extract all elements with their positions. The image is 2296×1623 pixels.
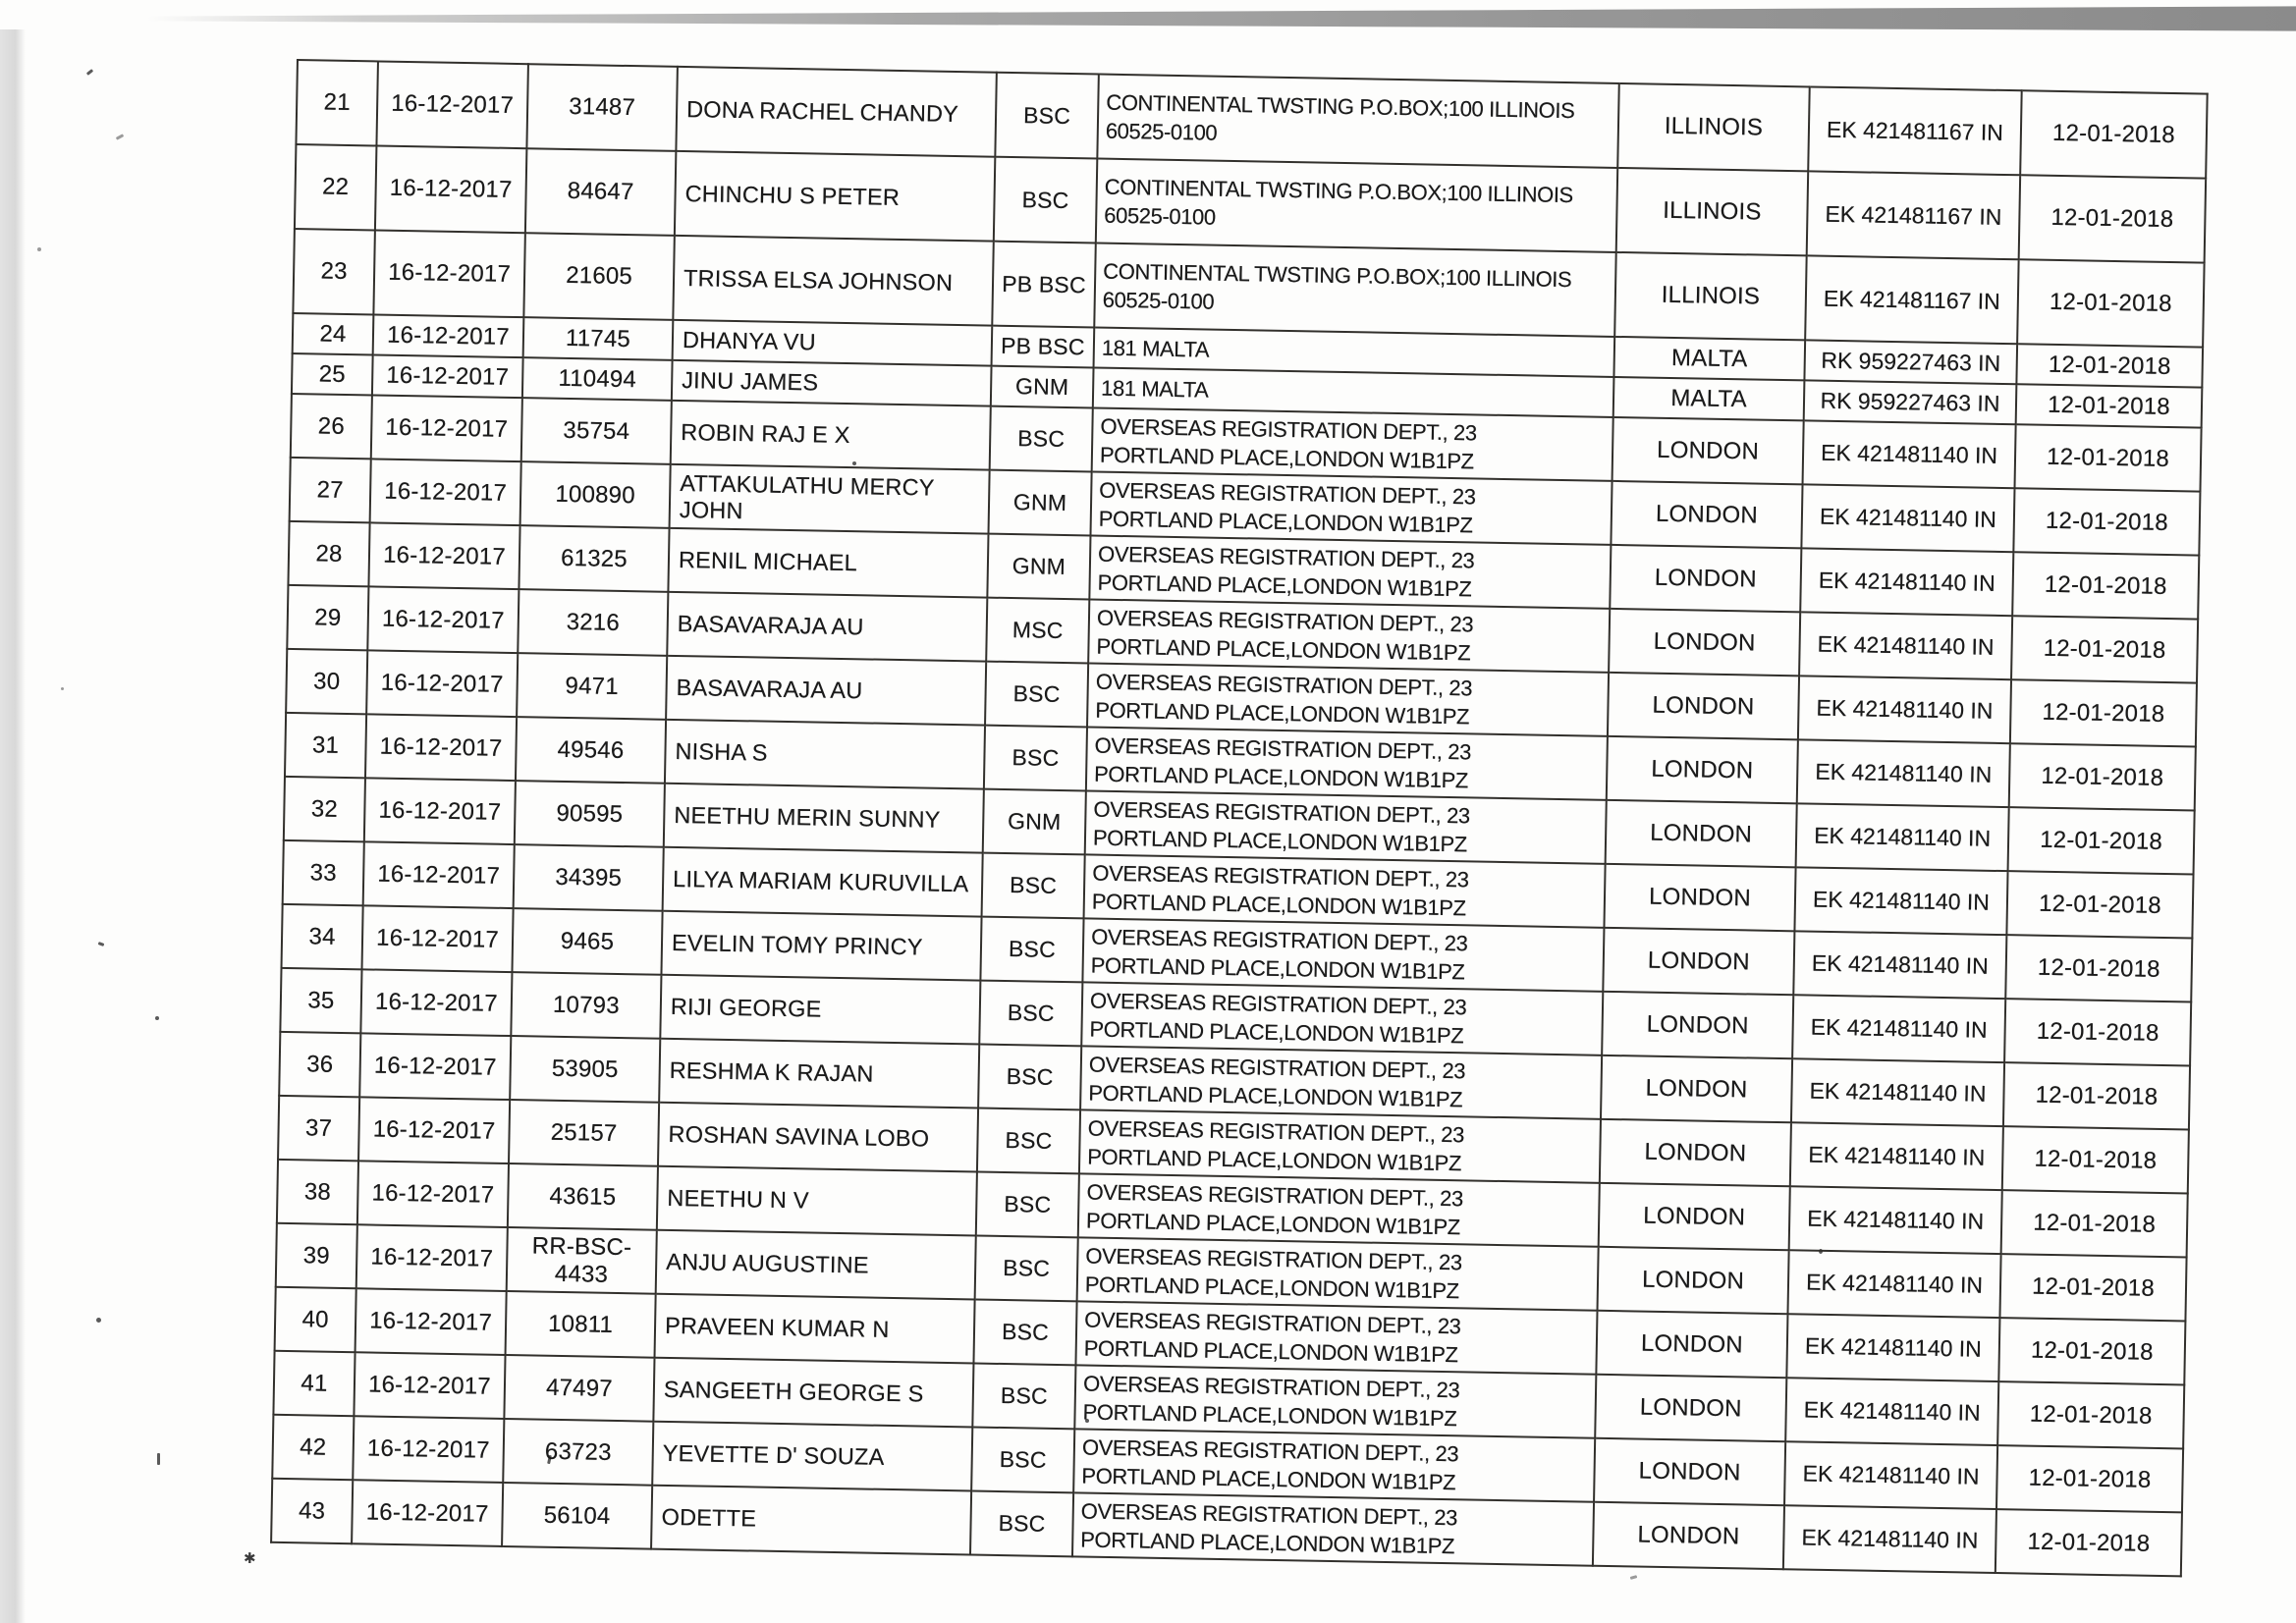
cell-register-no: 56104	[502, 1483, 652, 1549]
cell-address: OVERSEAS REGISTRATION DEPT., 23 PORTLAND PLACE,LONDON W1B1PZ	[1088, 599, 1610, 672]
cell-city: LONDON	[1602, 992, 1793, 1058]
cell-consignment-no: EK 421481140 IN	[1794, 867, 2007, 935]
scan-speck	[116, 134, 124, 139]
cell-register-no: 61325	[519, 525, 669, 592]
cell-dispatch-date: 12-01-2018	[2020, 90, 2208, 178]
cell-dispatch-date: 12-01-2018	[2008, 807, 2195, 874]
scan-speck	[37, 247, 41, 251]
scan-speck	[96, 1318, 101, 1323]
cell-dispatch-date: 12-01-2018	[2010, 679, 2197, 746]
cell-date: 16-12-2017	[357, 1161, 509, 1227]
cell-address: OVERSEAS REGISTRATION DEPT., 23 PORTLAND PLACE,LONDON W1B1PZ	[1074, 1365, 1596, 1437]
cell-consignment-no: EK 421481140 IN	[1785, 1378, 1998, 1445]
cell-city: LONDON	[1603, 928, 1794, 995]
cell-serial-no: 35	[280, 968, 361, 1033]
cell-dispatch-date: 12-01-2018	[1995, 1509, 2182, 1576]
cell-dispatch-date: 12-01-2018	[2013, 488, 2200, 555]
cell-name: DHANYA VU	[673, 320, 993, 366]
cell-address: OVERSEAS REGISTRATION DEPT., 23 PORTLAND PLACE,LONDON W1B1PZ	[1084, 854, 1606, 927]
scan-speck	[1630, 1575, 1638, 1580]
cell-date: 16-12-2017	[363, 841, 515, 908]
scan-artifact-top-band	[147, 4, 2296, 33]
scan-artifact-left-strip	[0, 29, 26, 1623]
cell-qualification: BSC	[977, 1109, 1080, 1174]
cell-name: CHINCHU S PETER	[675, 151, 995, 242]
cell-qualification: GNM	[983, 789, 1086, 855]
cell-serial-no: 40	[275, 1287, 356, 1352]
cell-qualification: PB BSC	[992, 326, 1095, 368]
cell-date: 16-12-2017	[376, 61, 528, 148]
cell-qualification: BSC	[970, 1490, 1073, 1556]
cell-qualification: GNM	[991, 366, 1094, 408]
cell-qualification: BSC	[982, 853, 1085, 919]
cell-consignment-no: EK 421481140 IN	[1797, 739, 2010, 807]
cell-address: OVERSEAS REGISTRATION DEPT., 23 PORTLAND PLACE,LONDON W1B1PZ	[1090, 471, 1612, 544]
cell-qualification: BSC	[990, 406, 1093, 472]
cell-qualification: BSC	[973, 1299, 1076, 1365]
cell-address: OVERSEAS REGISTRATION DEPT., 23 PORTLAND PLACE,LONDON W1B1PZ	[1078, 1173, 1600, 1246]
cell-date: 16-12-2017	[375, 145, 527, 233]
cell-consignment-no: EK 421481140 IN	[1801, 484, 2014, 552]
cell-city: LONDON	[1609, 609, 1800, 676]
cell-consignment-no: EK 421481140 IN	[1787, 1250, 2000, 1318]
cell-register-no: 10793	[511, 972, 661, 1039]
cell-consignment-no: EK 421481140 IN	[1786, 1314, 1999, 1381]
scan-speck	[86, 69, 93, 76]
cell-consignment-no: EK 421481140 IN	[1790, 1122, 2003, 1190]
cell-consignment-no: EK 421481140 IN	[1791, 1058, 2004, 1126]
cell-serial-no: 37	[278, 1096, 359, 1161]
cell-date: 16-12-2017	[373, 314, 524, 357]
cell-address: CONTINENTAL TWSTING P.O.BOX;100 ILLINOIS 60525-0100	[1094, 243, 1615, 337]
cell-qualification: BSC	[979, 981, 1082, 1047]
cell-city: LONDON	[1593, 1502, 1784, 1569]
cell-city: ILLINOIS	[1616, 168, 1809, 255]
cell-name: ATTAKULATHU MERCY JOHN	[670, 464, 990, 534]
cell-dispatch-date: 12-01-2018	[1998, 1318, 2185, 1384]
cell-name: JINU JAMES	[672, 360, 992, 406]
cell-consignment-no: EK 421481140 IN	[1796, 803, 2009, 871]
cell-register-no: 9471	[517, 653, 667, 720]
cell-consignment-no: RK 959227463 IN	[1804, 380, 2017, 424]
cell-dispatch-date: 12-01-2018	[2001, 1190, 2188, 1257]
scan-speck	[155, 1016, 159, 1020]
cell-city: LONDON	[1611, 481, 1802, 548]
cell-serial-no: 36	[279, 1032, 360, 1097]
cell-date: 16-12-2017	[354, 1352, 505, 1419]
cell-qualification: GNM	[987, 534, 1090, 600]
cell-serial-no: 31	[285, 713, 366, 778]
cell-register-no: 90595	[515, 781, 665, 847]
cell-name: RIJI GEORGE	[660, 975, 980, 1045]
cell-date: 16-12-2017	[359, 1033, 511, 1100]
cell-serial-no: 29	[287, 585, 368, 650]
cell-address: 181 MALTA	[1094, 328, 1615, 377]
cell-name: PRAVEEN KUMAR N	[655, 1294, 975, 1364]
cell-qualification: GNM	[989, 470, 1092, 536]
cell-register-no: RR-BSC-4433	[507, 1227, 657, 1294]
cell-address: OVERSEAS REGISTRATION DEPT., 23 PORTLAND PLACE,LONDON W1B1PZ	[1089, 535, 1611, 608]
cell-address: OVERSEAS REGISTRATION DEPT., 23 PORTLAND PLACE,LONDON W1B1PZ	[1087, 663, 1609, 735]
cell-dispatch-date: 12-01-2018	[2017, 259, 2205, 347]
cell-name: BASAVARAJA AU	[667, 592, 987, 662]
cell-serial-no: 39	[276, 1223, 357, 1288]
cell-city: LONDON	[1606, 800, 1797, 867]
cell-register-no: 34395	[514, 844, 664, 911]
cell-qualification: BSC	[994, 157, 1098, 243]
cell-name: DONA RACHEL CHANDY	[676, 67, 996, 157]
cell-dispatch-date: 12-01-2018	[2011, 616, 2198, 682]
cell-address: OVERSEAS REGISTRATION DEPT., 23 PORTLAND PLACE,LONDON W1B1PZ	[1077, 1237, 1599, 1310]
cell-consignment-no: EK 421481140 IN	[1800, 548, 2013, 616]
cell-serial-no: 34	[282, 904, 363, 969]
cell-dispatch-date: 12-01-2018	[1999, 1254, 2186, 1321]
cell-consignment-no: RK 959227463 IN	[1804, 340, 2017, 384]
cell-qualification: BSC	[971, 1427, 1074, 1492]
cell-city: LONDON	[1595, 1375, 1786, 1441]
cell-city: LONDON	[1601, 1055, 1792, 1122]
cell-address: OVERSEAS REGISTRATION DEPT., 23 PORTLAND PLACE,LONDON W1B1PZ	[1085, 790, 1607, 863]
cell-dispatch-date: 12-01-2018	[2019, 175, 2207, 262]
cell-name: LILYA MARIAM KURUVILLA	[663, 847, 983, 917]
cell-qualification: BSC	[972, 1363, 1075, 1429]
cell-serial-no: 22	[295, 144, 377, 230]
registry-table-wrap	[270, 59, 2209, 1577]
cell-serial-no: 28	[288, 521, 369, 586]
cell-serial-no: 33	[283, 840, 364, 905]
scan-speck	[98, 942, 105, 947]
cell-address: 181 MALTA	[1093, 367, 1614, 416]
cell-name: RENIL MICHAEL	[668, 528, 988, 598]
cell-register-no: 35754	[521, 398, 672, 464]
cell-date: 16-12-2017	[355, 1288, 507, 1355]
cell-name: EVELIN TOMY PRINCY	[661, 911, 981, 981]
cell-date: 16-12-2017	[371, 395, 522, 461]
cell-city: LONDON	[1608, 673, 1799, 739]
cell-date: 16-12-2017	[365, 714, 517, 781]
cell-serial-no: 23	[293, 229, 375, 314]
cell-city: LONDON	[1607, 736, 1798, 803]
cell-serial-no: 25	[292, 353, 373, 395]
cell-name: NEETHU N V	[657, 1166, 977, 1236]
cell-date: 16-12-2017	[353, 1416, 504, 1483]
cell-address: OVERSEAS REGISTRATION DEPT., 23 PORTLAND PLACE,LONDON W1B1PZ	[1082, 918, 1604, 991]
cell-address: OVERSEAS REGISTRATION DEPT., 23 PORTLAND PLACE,LONDON W1B1PZ	[1072, 1492, 1594, 1565]
cell-date: 16-12-2017	[352, 1480, 503, 1546]
cell-consignment-no: EK 421481140 IN	[1792, 995, 2005, 1062]
cell-consignment-no: EK 421481140 IN	[1793, 931, 2006, 999]
cell-consignment-no: EK 421481140 IN	[1798, 676, 2011, 743]
cell-dispatch-date: 12-01-2018	[2016, 384, 2203, 427]
cell-dispatch-date: 12-01-2018	[1997, 1381, 2184, 1448]
cell-serial-no: 41	[273, 1351, 355, 1416]
cell-city: LONDON	[1598, 1247, 1789, 1314]
cell-consignment-no: EK 421481167 IN	[1805, 255, 2018, 344]
cell-qualification: BSC	[976, 1172, 1079, 1238]
cell-serial-no: 30	[286, 649, 367, 714]
cell-dispatch-date: 12-01-2018	[2003, 1062, 2190, 1129]
registry-table	[270, 59, 2209, 1577]
cell-date: 16-12-2017	[362, 905, 514, 972]
cell-date: 16-12-2017	[366, 650, 518, 717]
cell-city: LONDON	[1613, 417, 1804, 484]
cell-dispatch-date: 12-01-2018	[2012, 552, 2199, 619]
cell-consignment-no: EK 421481140 IN	[1803, 420, 2016, 488]
cell-name: NISHA S	[665, 720, 985, 789]
cell-consignment-no: EK 421481167 IN	[1807, 171, 2020, 259]
cell-address: OVERSEAS REGISTRATION DEPT., 23 PORTLAND PLACE,LONDON W1B1PZ	[1081, 982, 1603, 1055]
cell-address: OVERSEAS REGISTRATION DEPT., 23 PORTLAND PLACE,LONDON W1B1PZ	[1092, 407, 1613, 480]
cell-register-no: 3216	[518, 589, 668, 656]
cell-address: CONTINENTAL TWSTING P.O.BOX;100 ILLINOIS 60525-0100	[1097, 75, 1618, 168]
cell-city: LONDON	[1600, 1119, 1791, 1186]
cell-date: 16-12-2017	[373, 230, 525, 317]
cell-serial-no: 38	[277, 1160, 358, 1224]
cell-address: CONTINENTAL TWSTING P.O.BOX;100 ILLINOIS 60525-0100	[1096, 159, 1617, 252]
cell-dispatch-date: 12-01-2018	[2004, 999, 2191, 1065]
cell-date: 16-12-2017	[370, 459, 521, 525]
cell-dispatch-date: 12-01-2018	[2009, 743, 2196, 810]
cell-city: LONDON	[1596, 1311, 1787, 1378]
cell-register-no: 53905	[510, 1036, 660, 1103]
cell-register-no: 63723	[503, 1419, 653, 1486]
cell-name: ROBIN RAJ E X	[671, 401, 991, 470]
cell-city: LONDON	[1610, 545, 1801, 612]
cell-date: 16-12-2017	[356, 1224, 508, 1291]
cell-register-no: 49546	[516, 717, 666, 784]
cell-dispatch-date: 12-01-2018	[1996, 1445, 2183, 1512]
cell-serial-no: 27	[290, 458, 371, 522]
cell-dispatch-date: 12-01-2018	[2002, 1126, 2189, 1193]
cell-address: OVERSEAS REGISTRATION DEPT., 23 PORTLAND PLACE,LONDON W1B1PZ	[1075, 1301, 1597, 1374]
cell-qualification: BSC	[980, 917, 1083, 983]
cell-register-no: 25157	[509, 1100, 659, 1166]
cell-city: LONDON	[1594, 1438, 1785, 1505]
cell-qualification: BSC	[978, 1045, 1081, 1110]
cell-qualification: BSC	[984, 726, 1087, 791]
cell-name: ODETTE	[651, 1486, 971, 1555]
cell-consignment-no: EK 421481140 IN	[1784, 1441, 1997, 1509]
scan-speck	[61, 687, 64, 690]
cell-register-no: 84647	[525, 148, 677, 236]
cell-name: YEVETTE D' SOUZA	[652, 1422, 972, 1491]
cell-register-no: 21605	[523, 233, 675, 320]
cell-consignment-no: EK 421481167 IN	[1808, 86, 2021, 175]
cell-name: SANGEETH GEORGE S	[653, 1358, 973, 1428]
cell-city: MALTA	[1613, 377, 1805, 420]
cell-city: LONDON	[1604, 864, 1795, 931]
cell-address: OVERSEAS REGISTRATION DEPT., 23 PORTLAND PLACE,LONDON W1B1PZ	[1080, 1046, 1602, 1118]
cell-date: 16-12-2017	[372, 354, 523, 398]
cell-consignment-no: EK 421481140 IN	[1783, 1505, 1996, 1573]
cell-register-no: 110494	[522, 357, 673, 401]
cell-serial-no: 32	[284, 777, 365, 841]
cell-serial-no: 21	[296, 60, 378, 145]
cell-date: 16-12-2017	[358, 1097, 510, 1163]
cell-address: OVERSEAS REGISTRATION DEPT., 23 PORTLAND PLACE,LONDON W1B1PZ	[1086, 727, 1608, 799]
cell-consignment-no: EK 421481140 IN	[1799, 612, 2012, 679]
cell-qualification: BSC	[995, 73, 1099, 159]
cell-name: TRISSA ELSA JOHNSON	[673, 236, 993, 326]
cell-date: 16-12-2017	[367, 586, 519, 653]
cell-serial-no: 43	[271, 1479, 353, 1543]
cell-qualification: BSC	[975, 1236, 1078, 1302]
cell-qualification: BSC	[985, 662, 1088, 728]
cell-dispatch-date: 12-01-2018	[2014, 424, 2201, 491]
cell-name: BASAVARAJA AU	[666, 656, 986, 726]
cell-dispatch-date: 12-01-2018	[2016, 344, 2203, 387]
cell-register-no: 31487	[526, 64, 678, 151]
cell-name: ROSHAN SAVINA LOBO	[658, 1103, 978, 1172]
cell-city: ILLINOIS	[1614, 252, 1807, 340]
cell-register-no: 11745	[523, 317, 674, 360]
cell-name: ANJU AUGUSTINE	[656, 1230, 976, 1300]
cell-city: ILLINOIS	[1617, 83, 1810, 171]
scan-speck: ✱	[244, 1550, 256, 1567]
cell-serial-no: 24	[293, 313, 374, 354]
cell-register-no: 43615	[508, 1163, 658, 1230]
scan-speck	[157, 1453, 160, 1465]
cell-qualification: PB BSC	[992, 242, 1096, 328]
cell-name: RESHMA K RAJAN	[659, 1039, 979, 1109]
cell-qualification: MSC	[986, 598, 1089, 664]
cell-dispatch-date: 12-01-2018	[2005, 935, 2192, 1001]
cell-address: OVERSEAS REGISTRATION DEPT., 23 PORTLAND PLACE,LONDON W1B1PZ	[1079, 1109, 1601, 1182]
cell-register-no: 10811	[506, 1291, 656, 1358]
cell-name: NEETHU MERIN SUNNY	[664, 784, 984, 853]
cell-serial-no: 26	[291, 394, 372, 459]
cell-register-no: 100890	[520, 461, 671, 528]
cell-register-no: 47497	[504, 1355, 654, 1422]
cell-consignment-no: EK 421481140 IN	[1789, 1186, 2002, 1254]
cell-date: 16-12-2017	[360, 969, 512, 1036]
cell-serial-no: 42	[272, 1415, 354, 1480]
registry-table-body	[271, 60, 2208, 1576]
cell-date: 16-12-2017	[368, 522, 519, 589]
cell-address: OVERSEAS REGISTRATION DEPT., 23 PORTLAND PLACE,LONDON W1B1PZ	[1073, 1429, 1595, 1501]
cell-date: 16-12-2017	[364, 778, 516, 844]
cell-city: LONDON	[1599, 1183, 1790, 1250]
cell-register-no: 9465	[512, 908, 662, 975]
cell-city: MALTA	[1613, 337, 1805, 380]
cell-dispatch-date: 12-01-2018	[2006, 871, 2193, 938]
